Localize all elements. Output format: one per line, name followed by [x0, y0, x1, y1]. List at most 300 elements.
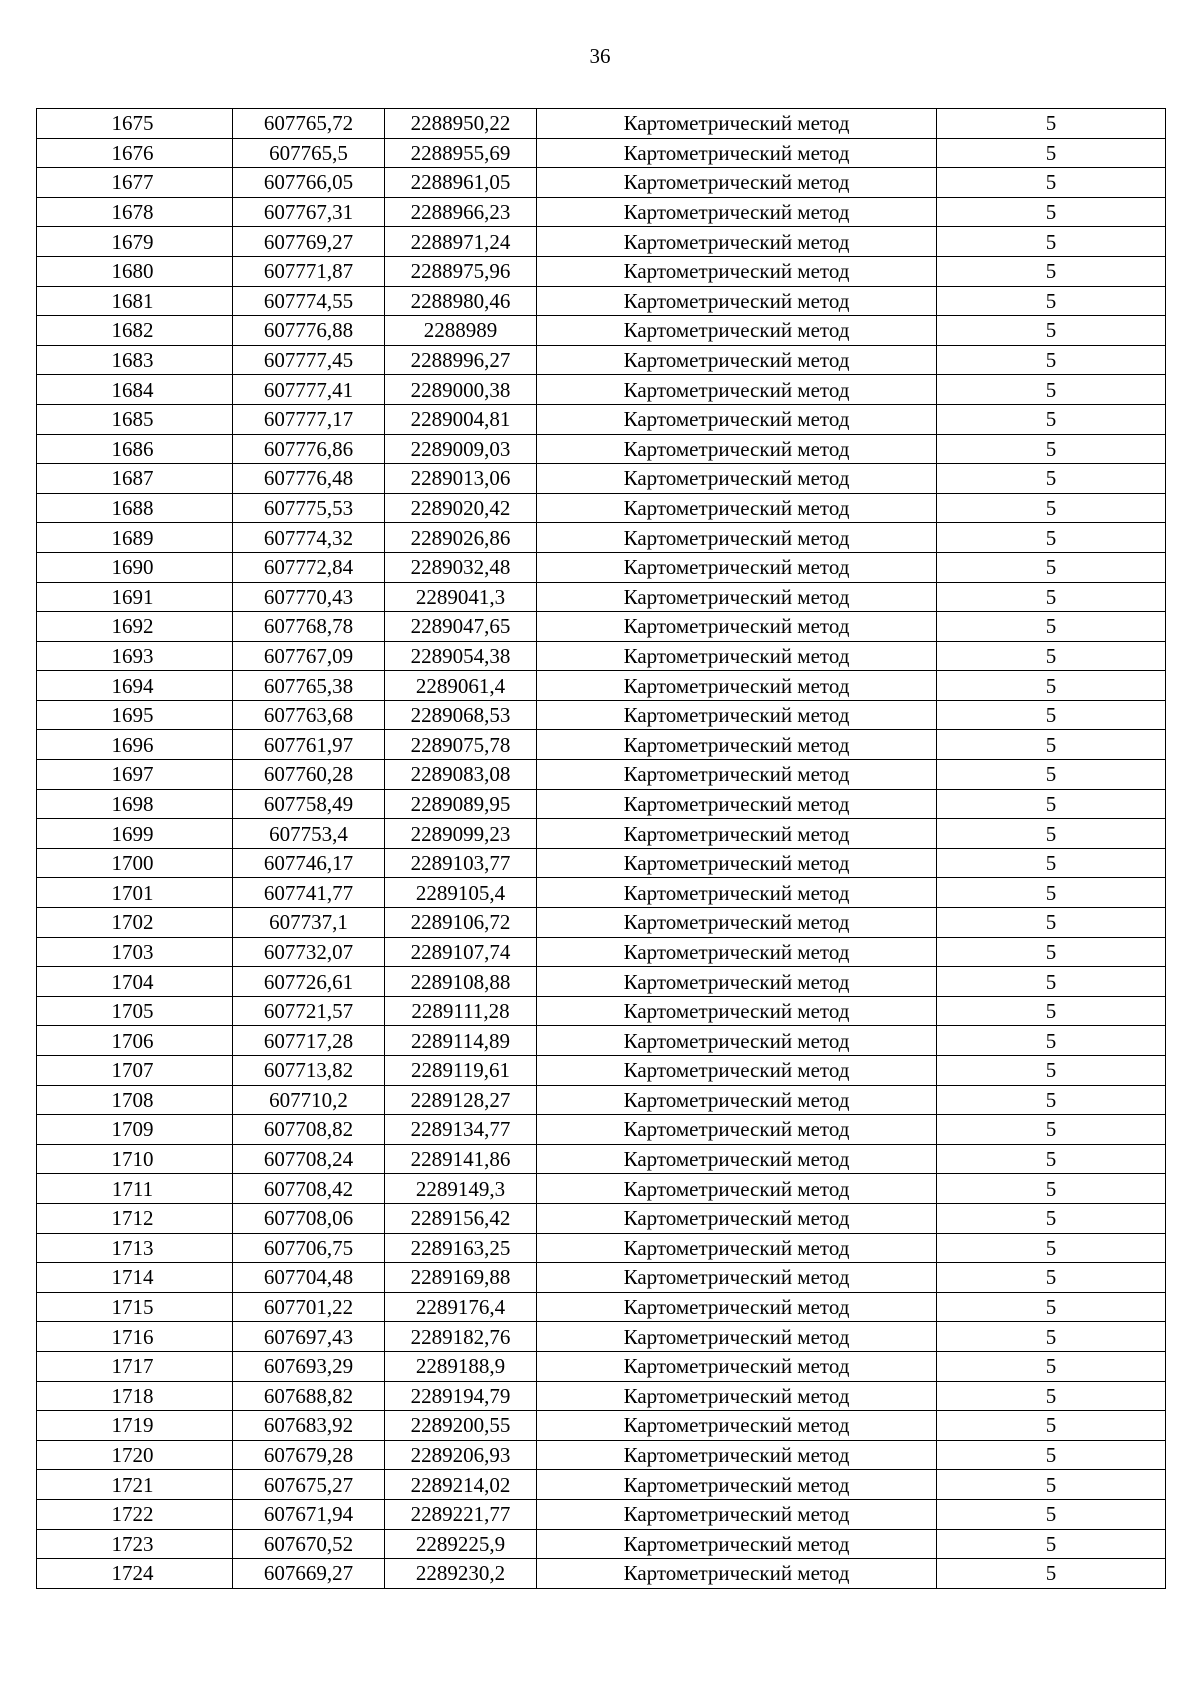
method-cell: Картометрический метод: [537, 286, 937, 316]
accuracy-cell: 5: [937, 434, 1166, 464]
x-coordinate-cell: 607675,27: [233, 1470, 385, 1500]
table-row: [37, 1470, 1166, 1500]
x-coordinate-cell: 607693,29: [233, 1351, 385, 1381]
y-coordinate-cell: 2289026,86: [385, 523, 537, 553]
x-coordinate-cell: 607772,84: [233, 552, 385, 582]
method-cell: Картометрический метод: [537, 1351, 937, 1381]
y-coordinate-cell: 2288955,69: [385, 138, 537, 168]
method-cell: Картометрический метод: [537, 1470, 937, 1500]
x-coordinate-cell: 607767,09: [233, 641, 385, 671]
y-coordinate-cell: 2289054,38: [385, 641, 537, 671]
point-number-cell: 1691: [37, 582, 233, 612]
accuracy-cell: 5: [937, 1529, 1166, 1559]
x-coordinate-cell: 607706,75: [233, 1233, 385, 1263]
method-cell: Картометрический метод: [537, 612, 937, 642]
accuracy-cell: 5: [937, 523, 1166, 553]
y-coordinate-cell: 2289103,77: [385, 848, 537, 878]
point-number-cell: 1702: [37, 908, 233, 938]
point-number-cell: 1689: [37, 523, 233, 553]
table-row: [37, 345, 1166, 375]
table-row: [37, 730, 1166, 760]
accuracy-cell: 5: [937, 404, 1166, 434]
y-coordinate-cell: 2289105,4: [385, 878, 537, 908]
method-cell: Картометрический метод: [537, 1263, 937, 1293]
x-coordinate-cell: 607774,55: [233, 286, 385, 316]
method-cell: Картометрический метод: [537, 789, 937, 819]
table-row: [37, 286, 1166, 316]
y-coordinate-cell: 2289141,86: [385, 1144, 537, 1174]
point-number-cell: 1711: [37, 1174, 233, 1204]
x-coordinate-cell: 607767,31: [233, 197, 385, 227]
point-number-cell: 1701: [37, 878, 233, 908]
method-cell: Картометрический метод: [537, 819, 937, 849]
method-cell: Картометрический метод: [537, 700, 937, 730]
point-number-cell: 1709: [37, 1115, 233, 1145]
table-row: [37, 1292, 1166, 1322]
method-cell: Картометрический метод: [537, 404, 937, 434]
table-row: [37, 1322, 1166, 1352]
point-number-cell: 1710: [37, 1144, 233, 1174]
y-coordinate-cell: 2289075,78: [385, 730, 537, 760]
x-coordinate-cell: 607717,28: [233, 1026, 385, 1056]
x-coordinate-cell: 607746,17: [233, 848, 385, 878]
accuracy-cell: 5: [937, 256, 1166, 286]
table-row: [37, 908, 1166, 938]
point-number-cell: 1721: [37, 1470, 233, 1500]
method-cell: Картометрический метод: [537, 1144, 937, 1174]
accuracy-cell: 5: [937, 819, 1166, 849]
accuracy-cell: 5: [937, 1233, 1166, 1263]
x-coordinate-cell: 607774,32: [233, 523, 385, 553]
accuracy-cell: 5: [937, 168, 1166, 198]
table-row: [37, 582, 1166, 612]
accuracy-cell: 5: [937, 1470, 1166, 1500]
accuracy-cell: 5: [937, 1381, 1166, 1411]
method-cell: Картометрический метод: [537, 1440, 937, 1470]
y-coordinate-cell: 2288971,24: [385, 227, 537, 257]
y-coordinate-cell: 2289004,81: [385, 404, 537, 434]
y-coordinate-cell: 2289099,23: [385, 819, 537, 849]
method-cell: Картометрический метод: [537, 464, 937, 494]
x-coordinate-cell: 607737,1: [233, 908, 385, 938]
x-coordinate-cell: 607671,94: [233, 1499, 385, 1529]
x-coordinate-cell: 607713,82: [233, 1056, 385, 1086]
x-coordinate-cell: 607726,61: [233, 967, 385, 997]
point-number-cell: 1699: [37, 819, 233, 849]
table-row: [37, 700, 1166, 730]
table-row: [37, 1174, 1166, 1204]
x-coordinate-cell: 607777,17: [233, 404, 385, 434]
y-coordinate-cell: 2288961,05: [385, 168, 537, 198]
method-cell: Картометрический метод: [537, 1499, 937, 1529]
y-coordinate-cell: 2289225,9: [385, 1529, 537, 1559]
table-row: [37, 375, 1166, 405]
y-coordinate-cell: 2289200,55: [385, 1411, 537, 1441]
table-row: [37, 1381, 1166, 1411]
point-number-cell: 1675: [37, 109, 233, 139]
x-coordinate-cell: 607669,27: [233, 1559, 385, 1589]
method-cell: Картометрический метод: [537, 967, 937, 997]
accuracy-cell: 5: [937, 582, 1166, 612]
table-row: [37, 1559, 1166, 1589]
accuracy-cell: 5: [937, 1263, 1166, 1293]
method-cell: Картометрический метод: [537, 848, 937, 878]
x-coordinate-cell: 607777,41: [233, 375, 385, 405]
method-cell: Картометрический метод: [537, 1322, 937, 1352]
x-coordinate-cell: 607775,53: [233, 493, 385, 523]
point-number-cell: 1694: [37, 671, 233, 701]
x-coordinate-cell: 607708,06: [233, 1203, 385, 1233]
y-coordinate-cell: 2289000,38: [385, 375, 537, 405]
table-row: [37, 1056, 1166, 1086]
y-coordinate-cell: 2289083,08: [385, 760, 537, 790]
accuracy-cell: 5: [937, 848, 1166, 878]
point-number-cell: 1714: [37, 1263, 233, 1293]
y-coordinate-cell: 2289206,93: [385, 1440, 537, 1470]
table-row: [37, 789, 1166, 819]
method-cell: Картометрический метод: [537, 1056, 937, 1086]
point-number-cell: 1715: [37, 1292, 233, 1322]
point-number-cell: 1683: [37, 345, 233, 375]
point-number-cell: 1695: [37, 700, 233, 730]
x-coordinate-cell: 607708,82: [233, 1115, 385, 1145]
method-cell: Картометрический метод: [537, 641, 937, 671]
method-cell: Картометрический метод: [537, 1203, 937, 1233]
x-coordinate-cell: 607710,2: [233, 1085, 385, 1115]
method-cell: Картометрический метод: [537, 1233, 937, 1263]
y-coordinate-cell: 2289156,42: [385, 1203, 537, 1233]
table-row: [37, 168, 1166, 198]
table-row: [37, 493, 1166, 523]
y-coordinate-cell: 2289188,9: [385, 1351, 537, 1381]
table-row: [37, 612, 1166, 642]
y-coordinate-cell: 2288950,22: [385, 109, 537, 139]
method-cell: Картометрический метод: [537, 138, 937, 168]
table-row: [37, 197, 1166, 227]
method-cell: Картометрический метод: [537, 168, 937, 198]
table-row: [37, 256, 1166, 286]
accuracy-cell: 5: [937, 1440, 1166, 1470]
coordinates-table: [36, 108, 1166, 1589]
accuracy-cell: 5: [937, 908, 1166, 938]
x-coordinate-cell: 607732,07: [233, 937, 385, 967]
table-row: [37, 1411, 1166, 1441]
method-cell: Картометрический метод: [537, 908, 937, 938]
x-coordinate-cell: 607701,22: [233, 1292, 385, 1322]
x-coordinate-cell: 607679,28: [233, 1440, 385, 1470]
point-number-cell: 1681: [37, 286, 233, 316]
x-coordinate-cell: 607765,38: [233, 671, 385, 701]
x-coordinate-cell: 607758,49: [233, 789, 385, 819]
table-row: [37, 1115, 1166, 1145]
point-number-cell: 1705: [37, 996, 233, 1026]
y-coordinate-cell: 2289108,88: [385, 967, 537, 997]
table-row: [37, 464, 1166, 494]
accuracy-cell: 5: [937, 138, 1166, 168]
table-row: [37, 1026, 1166, 1056]
table-row: [37, 1263, 1166, 1293]
method-cell: Картометрический метод: [537, 1529, 937, 1559]
x-coordinate-cell: 607708,24: [233, 1144, 385, 1174]
table-row: [37, 967, 1166, 997]
y-coordinate-cell: 2288980,46: [385, 286, 537, 316]
method-cell: Картометрический метод: [537, 493, 937, 523]
y-coordinate-cell: 2288996,27: [385, 345, 537, 375]
y-coordinate-cell: 2289230,2: [385, 1559, 537, 1589]
point-number-cell: 1685: [37, 404, 233, 434]
y-coordinate-cell: 2289047,65: [385, 612, 537, 642]
point-number-cell: 1722: [37, 1499, 233, 1529]
point-number-cell: 1696: [37, 730, 233, 760]
point-number-cell: 1693: [37, 641, 233, 671]
method-cell: Картометрический метод: [537, 1174, 937, 1204]
method-cell: Картометрический метод: [537, 523, 937, 553]
table-row: [37, 641, 1166, 671]
point-number-cell: 1723: [37, 1529, 233, 1559]
x-coordinate-cell: 607771,87: [233, 256, 385, 286]
y-coordinate-cell: 2289106,72: [385, 908, 537, 938]
table-row: [37, 109, 1166, 139]
method-cell: Картометрический метод: [537, 375, 937, 405]
method-cell: Картометрический метод: [537, 1411, 937, 1441]
method-cell: Картометрический метод: [537, 582, 937, 612]
method-cell: Картометрический метод: [537, 1026, 937, 1056]
point-number-cell: 1720: [37, 1440, 233, 1470]
method-cell: Картометрический метод: [537, 1559, 937, 1589]
x-coordinate-cell: 607741,77: [233, 878, 385, 908]
y-coordinate-cell: 2289221,77: [385, 1499, 537, 1529]
accuracy-cell: 5: [937, 612, 1166, 642]
accuracy-cell: 5: [937, 1559, 1166, 1589]
y-coordinate-cell: 2289128,27: [385, 1085, 537, 1115]
x-coordinate-cell: 607670,52: [233, 1529, 385, 1559]
accuracy-cell: 5: [937, 1322, 1166, 1352]
x-coordinate-cell: 607760,28: [233, 760, 385, 790]
point-number-cell: 1680: [37, 256, 233, 286]
point-number-cell: 1686: [37, 434, 233, 464]
accuracy-cell: 5: [937, 109, 1166, 139]
accuracy-cell: 5: [937, 1085, 1166, 1115]
point-number-cell: 1697: [37, 760, 233, 790]
x-coordinate-cell: 607770,43: [233, 582, 385, 612]
x-coordinate-cell: 607761,97: [233, 730, 385, 760]
y-coordinate-cell: 2289194,79: [385, 1381, 537, 1411]
method-cell: Картометрический метод: [537, 760, 937, 790]
y-coordinate-cell: 2289214,02: [385, 1470, 537, 1500]
method-cell: Картометрический метод: [537, 345, 937, 375]
x-coordinate-cell: 607765,72: [233, 109, 385, 139]
point-number-cell: 1718: [37, 1381, 233, 1411]
table-row: [37, 1203, 1166, 1233]
x-coordinate-cell: 607768,78: [233, 612, 385, 642]
x-coordinate-cell: 607688,82: [233, 1381, 385, 1411]
x-coordinate-cell: 607776,86: [233, 434, 385, 464]
method-cell: Картометрический метод: [537, 434, 937, 464]
table-row: [37, 848, 1166, 878]
y-coordinate-cell: 2289176,4: [385, 1292, 537, 1322]
y-coordinate-cell: 2289111,28: [385, 996, 537, 1026]
x-coordinate-cell: 607765,5: [233, 138, 385, 168]
accuracy-cell: 5: [937, 789, 1166, 819]
accuracy-cell: 5: [937, 345, 1166, 375]
y-coordinate-cell: 2288989: [385, 316, 537, 346]
point-number-cell: 1688: [37, 493, 233, 523]
table-row: [37, 227, 1166, 257]
x-coordinate-cell: 607776,88: [233, 316, 385, 346]
y-coordinate-cell: 2289163,25: [385, 1233, 537, 1263]
point-number-cell: 1698: [37, 789, 233, 819]
accuracy-cell: 5: [937, 552, 1166, 582]
y-coordinate-cell: 2288975,96: [385, 256, 537, 286]
point-number-cell: 1678: [37, 197, 233, 227]
accuracy-cell: 5: [937, 1203, 1166, 1233]
accuracy-cell: 5: [937, 1026, 1166, 1056]
method-cell: Картометрический метод: [537, 197, 937, 227]
point-number-cell: 1687: [37, 464, 233, 494]
accuracy-cell: 5: [937, 671, 1166, 701]
point-number-cell: 1704: [37, 967, 233, 997]
y-coordinate-cell: 2289020,42: [385, 493, 537, 523]
table-row: [37, 1144, 1166, 1174]
table-row: [37, 1440, 1166, 1470]
accuracy-cell: 5: [937, 1499, 1166, 1529]
point-number-cell: 1708: [37, 1085, 233, 1115]
table-row: [37, 523, 1166, 553]
table-row: [37, 996, 1166, 1026]
point-number-cell: 1676: [37, 138, 233, 168]
point-number-cell: 1707: [37, 1056, 233, 1086]
accuracy-cell: 5: [937, 641, 1166, 671]
method-cell: Картометрический метод: [537, 671, 937, 701]
point-number-cell: 1700: [37, 848, 233, 878]
point-number-cell: 1717: [37, 1351, 233, 1381]
x-coordinate-cell: 607763,68: [233, 700, 385, 730]
x-coordinate-cell: 607697,43: [233, 1322, 385, 1352]
table-row: [37, 434, 1166, 464]
accuracy-cell: 5: [937, 493, 1166, 523]
table-row: [37, 1529, 1166, 1559]
point-number-cell: 1679: [37, 227, 233, 257]
accuracy-cell: 5: [937, 227, 1166, 257]
y-coordinate-cell: 2289013,06: [385, 464, 537, 494]
point-number-cell: 1703: [37, 937, 233, 967]
accuracy-cell: 5: [937, 996, 1166, 1026]
table-row: [37, 760, 1166, 790]
method-cell: Картометрический метод: [537, 1292, 937, 1322]
method-cell: Картометрический метод: [537, 1085, 937, 1115]
accuracy-cell: 5: [937, 286, 1166, 316]
point-number-cell: 1684: [37, 375, 233, 405]
accuracy-cell: 5: [937, 1144, 1166, 1174]
y-coordinate-cell: 2289149,3: [385, 1174, 537, 1204]
page-number: 36: [589, 44, 611, 68]
x-coordinate-cell: 607776,48: [233, 464, 385, 494]
coordinates-table-body: [37, 109, 1166, 1589]
table-row: [37, 404, 1166, 434]
y-coordinate-cell: 2289009,03: [385, 434, 537, 464]
point-number-cell: 1690: [37, 552, 233, 582]
y-coordinate-cell: 2289169,88: [385, 1263, 537, 1293]
accuracy-cell: 5: [937, 1411, 1166, 1441]
accuracy-cell: 5: [937, 1174, 1166, 1204]
accuracy-cell: 5: [937, 967, 1166, 997]
x-coordinate-cell: 607766,05: [233, 168, 385, 198]
y-coordinate-cell: 2289041,3: [385, 582, 537, 612]
table-row: [37, 316, 1166, 346]
table-row: [37, 138, 1166, 168]
x-coordinate-cell: 607683,92: [233, 1411, 385, 1441]
method-cell: Картометрический метод: [537, 1115, 937, 1145]
point-number-cell: 1716: [37, 1322, 233, 1352]
accuracy-cell: 5: [937, 878, 1166, 908]
accuracy-cell: 5: [937, 700, 1166, 730]
method-cell: Картометрический метод: [537, 256, 937, 286]
x-coordinate-cell: 607721,57: [233, 996, 385, 1026]
method-cell: Картометрический метод: [537, 937, 937, 967]
accuracy-cell: 5: [937, 1115, 1166, 1145]
y-coordinate-cell: 2289061,4: [385, 671, 537, 701]
method-cell: Картометрический метод: [537, 730, 937, 760]
accuracy-cell: 5: [937, 197, 1166, 227]
table-row: [37, 878, 1166, 908]
accuracy-cell: 5: [937, 316, 1166, 346]
point-number-cell: 1724: [37, 1559, 233, 1589]
accuracy-cell: 5: [937, 1056, 1166, 1086]
x-coordinate-cell: 607777,45: [233, 345, 385, 375]
method-cell: Картометрический метод: [537, 1381, 937, 1411]
accuracy-cell: 5: [937, 760, 1166, 790]
method-cell: Картометрический метод: [537, 996, 937, 1026]
y-coordinate-cell: 2289182,76: [385, 1322, 537, 1352]
x-coordinate-cell: 607769,27: [233, 227, 385, 257]
x-coordinate-cell: 607753,4: [233, 819, 385, 849]
point-number-cell: 1719: [37, 1411, 233, 1441]
point-number-cell: 1713: [37, 1233, 233, 1263]
accuracy-cell: 5: [937, 1292, 1166, 1322]
y-coordinate-cell: 2289119,61: [385, 1056, 537, 1086]
method-cell: Картометрический метод: [537, 552, 937, 582]
y-coordinate-cell: 2289134,77: [385, 1115, 537, 1145]
method-cell: Картометрический метод: [537, 109, 937, 139]
table-row: [37, 937, 1166, 967]
accuracy-cell: 5: [937, 730, 1166, 760]
point-number-cell: 1682: [37, 316, 233, 346]
x-coordinate-cell: 607708,42: [233, 1174, 385, 1204]
table-row: [37, 1085, 1166, 1115]
table-row: [37, 819, 1166, 849]
accuracy-cell: 5: [937, 937, 1166, 967]
table-row: [37, 1351, 1166, 1381]
accuracy-cell: 5: [937, 375, 1166, 405]
y-coordinate-cell: 2288966,23: [385, 197, 537, 227]
accuracy-cell: 5: [937, 464, 1166, 494]
y-coordinate-cell: 2289089,95: [385, 789, 537, 819]
accuracy-cell: 5: [937, 1351, 1166, 1381]
method-cell: Картометрический метод: [537, 227, 937, 257]
table-row: [37, 1233, 1166, 1263]
y-coordinate-cell: 2289068,53: [385, 700, 537, 730]
method-cell: Картометрический метод: [537, 316, 937, 346]
table-row: [37, 1499, 1166, 1529]
y-coordinate-cell: 2289107,74: [385, 937, 537, 967]
point-number-cell: 1706: [37, 1026, 233, 1056]
x-coordinate-cell: 607704,48: [233, 1263, 385, 1293]
y-coordinate-cell: 2289032,48: [385, 552, 537, 582]
y-coordinate-cell: 2289114,89: [385, 1026, 537, 1056]
table-row: [37, 671, 1166, 701]
method-cell: Картометрический метод: [537, 878, 937, 908]
point-number-cell: 1712: [37, 1203, 233, 1233]
